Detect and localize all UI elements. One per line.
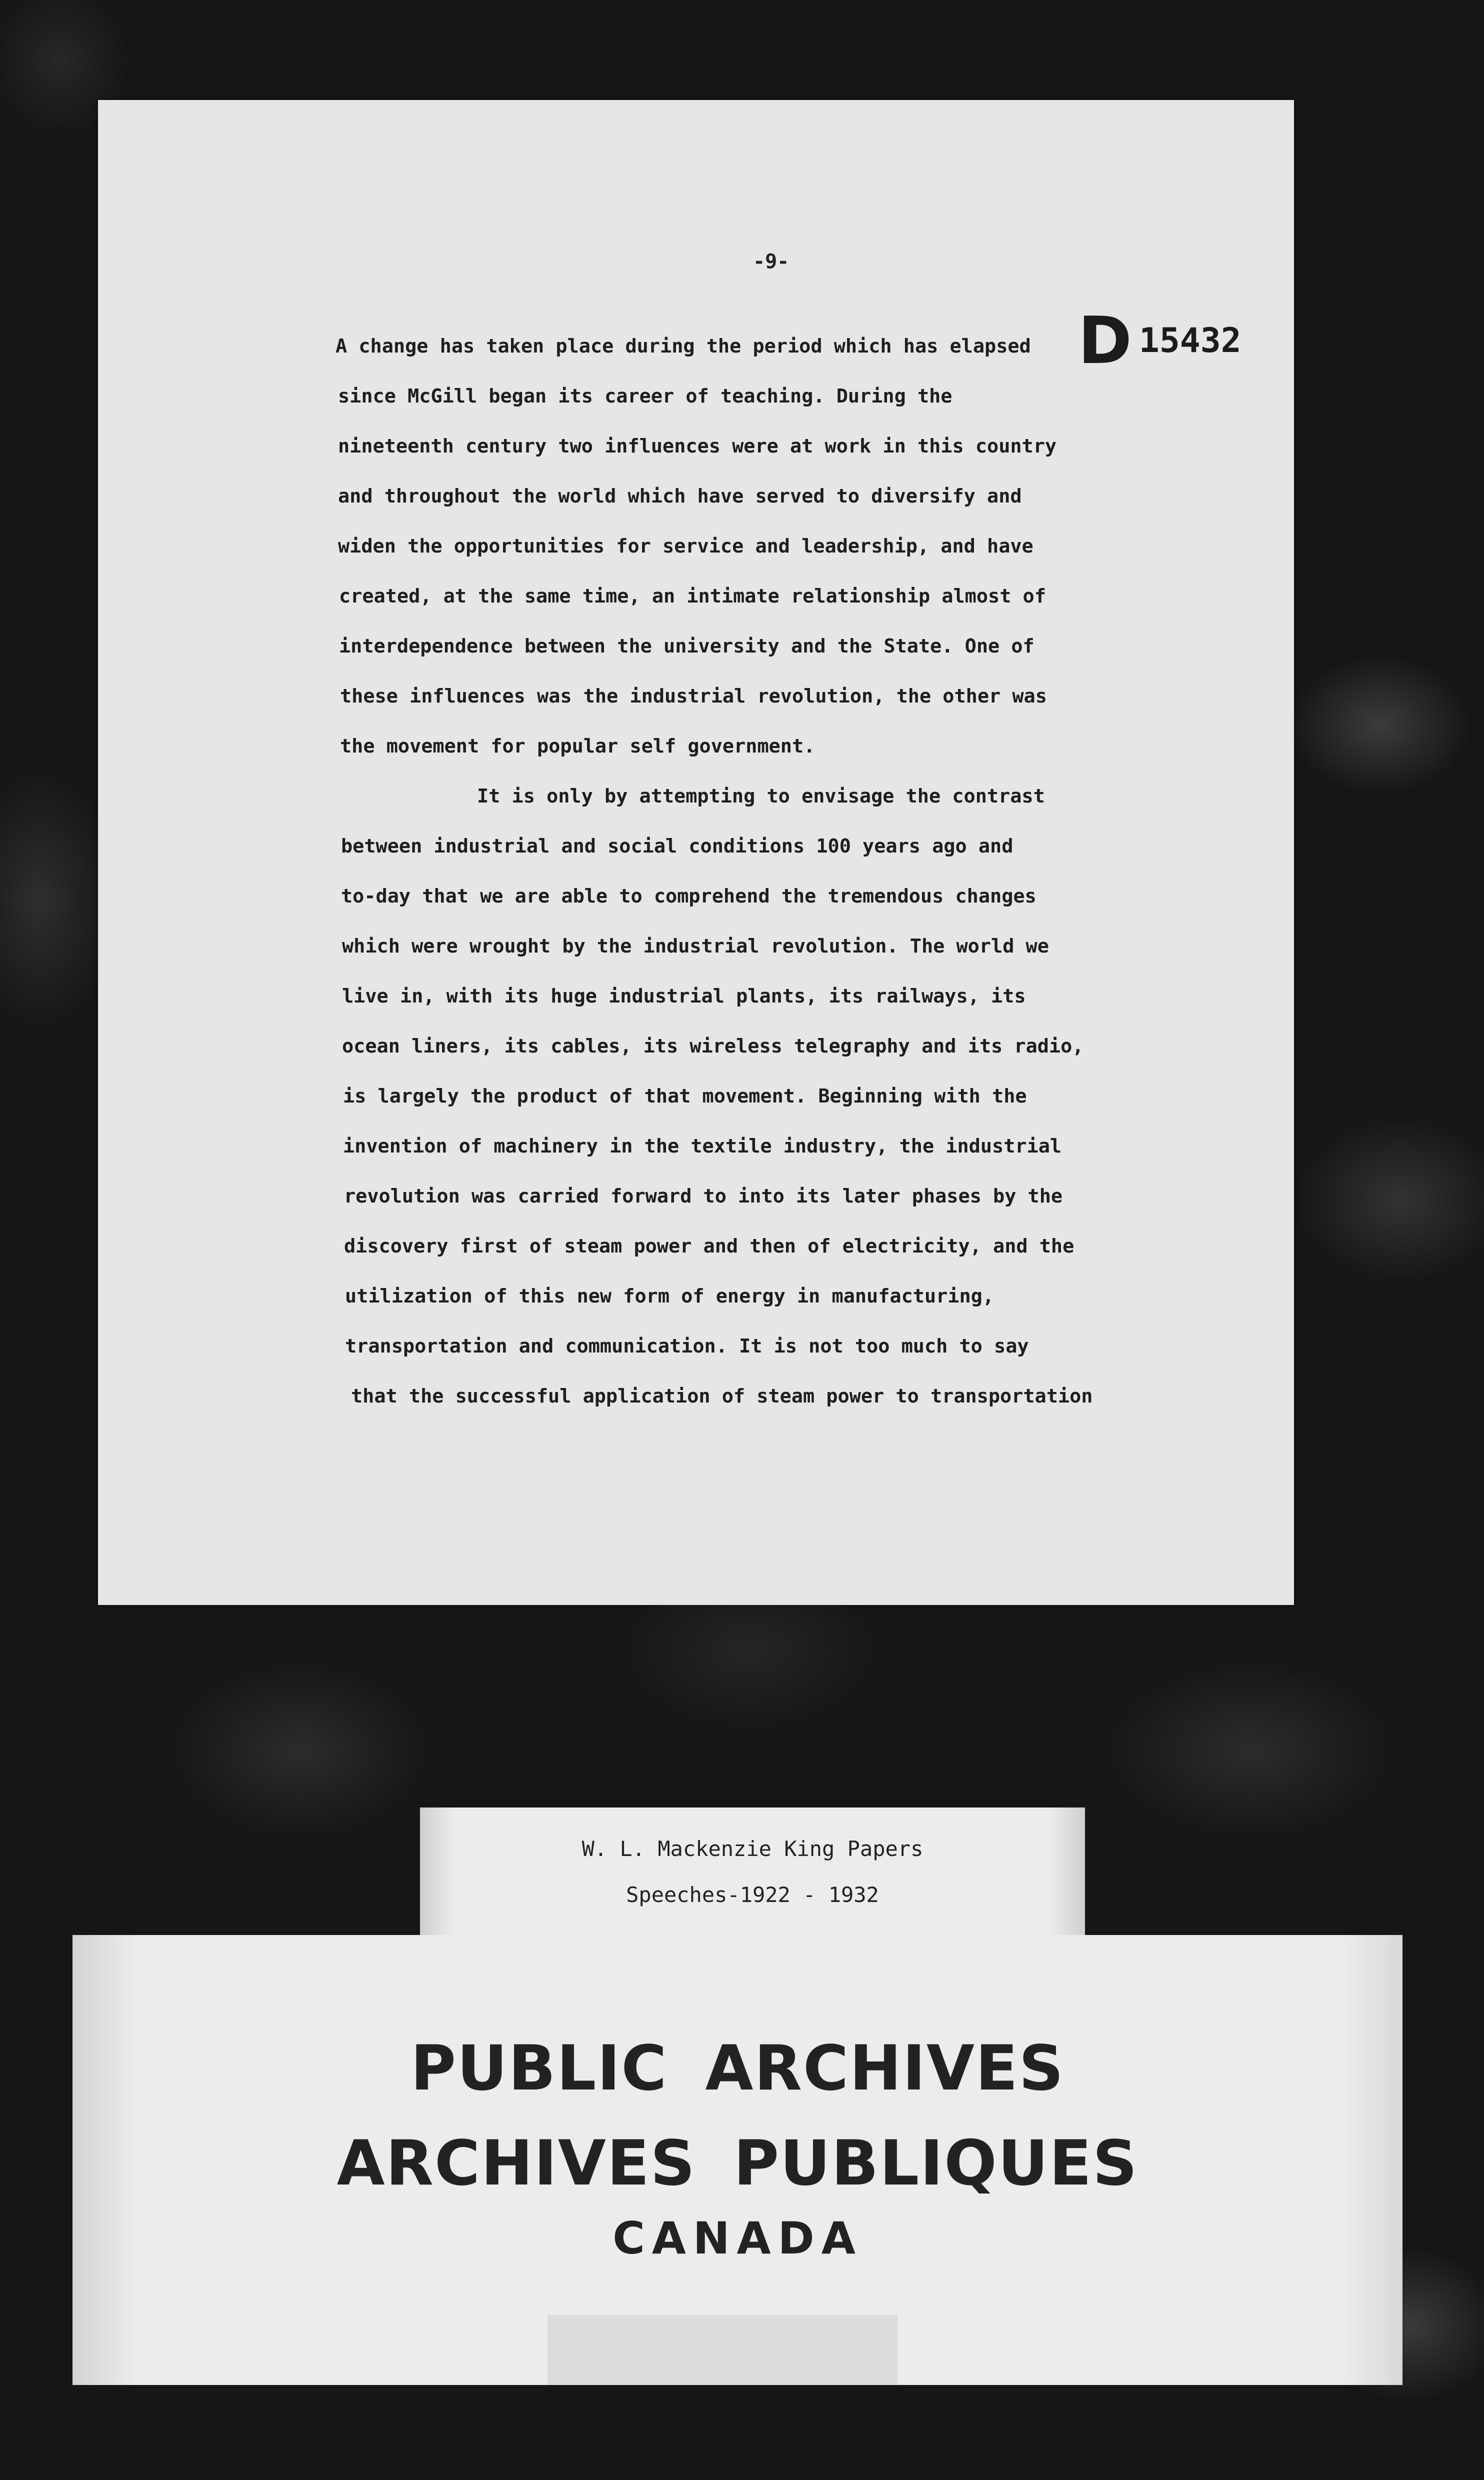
text-line: ocean liners, its cables, its wireless telegraphy and its radio, — [342, 1035, 1084, 1058]
text-line: to-day that we are able to comprehend the tremendous changes — [341, 885, 1036, 908]
typed-document-page — [98, 100, 1294, 1605]
text-line: transportation and communication. It is not too much to say — [345, 1335, 1029, 1358]
text-line: discovery first of steam power and then of electricity, and the — [344, 1235, 1074, 1258]
archives-card — [72, 1935, 1402, 2385]
text-line: that the successful application of steam power to transportation — [351, 1385, 1093, 1408]
archives-country: CANADA — [612, 2212, 862, 2264]
text-line: A change has taken place during the period which has elapsed — [336, 335, 1031, 358]
label-edge-shadow — [420, 1808, 455, 1940]
text-line: interdependence between the university and the State. One of — [339, 635, 1034, 658]
card-tab — [548, 2315, 898, 2385]
text-line: invention of machinery in the textile industry, the industrial — [343, 1135, 1062, 1158]
text-line: these influences was the industrial revolution, the other was — [340, 685, 1047, 708]
page-number: -9- — [753, 250, 790, 273]
stamp-letter: D — [1078, 302, 1132, 378]
archives-title-english: PUBLIC ARCHIVES — [410, 2032, 1064, 2104]
text-line: live in, with its huge industrial plants, its railways, its — [342, 985, 1026, 1008]
collection-name: W. L. Mackenzie King Papers — [582, 1836, 924, 1861]
text-line: which were wrought by the industrial revolution. The world we — [342, 935, 1049, 958]
text-line: utilization of this new form of energy in manufacturing, — [345, 1285, 994, 1308]
stamp-number: 15432 — [1138, 320, 1242, 360]
series-name: Speeches-1922 - 1932 — [626, 1882, 879, 1907]
text-line: It is only by attempting to envisage the contrast — [477, 785, 1045, 808]
text-line: widen the opportunities for service and leadership, and have — [338, 535, 1034, 558]
text-line: revolution was carried forward to into its later phases by the — [344, 1185, 1063, 1208]
document-stamp — [1078, 302, 1242, 378]
collection-label — [420, 1808, 1085, 1940]
archives-title-french: ARCHIVES PUBLIQUES — [336, 2128, 1138, 2200]
text-line: since McGill began its career of teaching. During the — [338, 385, 952, 408]
text-line: created, at the same time, an intimate relationship almost of — [339, 585, 1046, 608]
text-line: between industrial and social conditions 100 years ago and — [341, 835, 1014, 858]
text-line: nineteenth century two influences were at work in this country — [338, 435, 1057, 458]
text-line: is largely the product of that movement. Beginning with the — [343, 1085, 1027, 1108]
text-line: and throughout the world which have served to diversify and — [338, 485, 1022, 508]
text-line: the movement for popular self government. — [340, 735, 816, 758]
label-edge-shadow — [1050, 1808, 1085, 1940]
